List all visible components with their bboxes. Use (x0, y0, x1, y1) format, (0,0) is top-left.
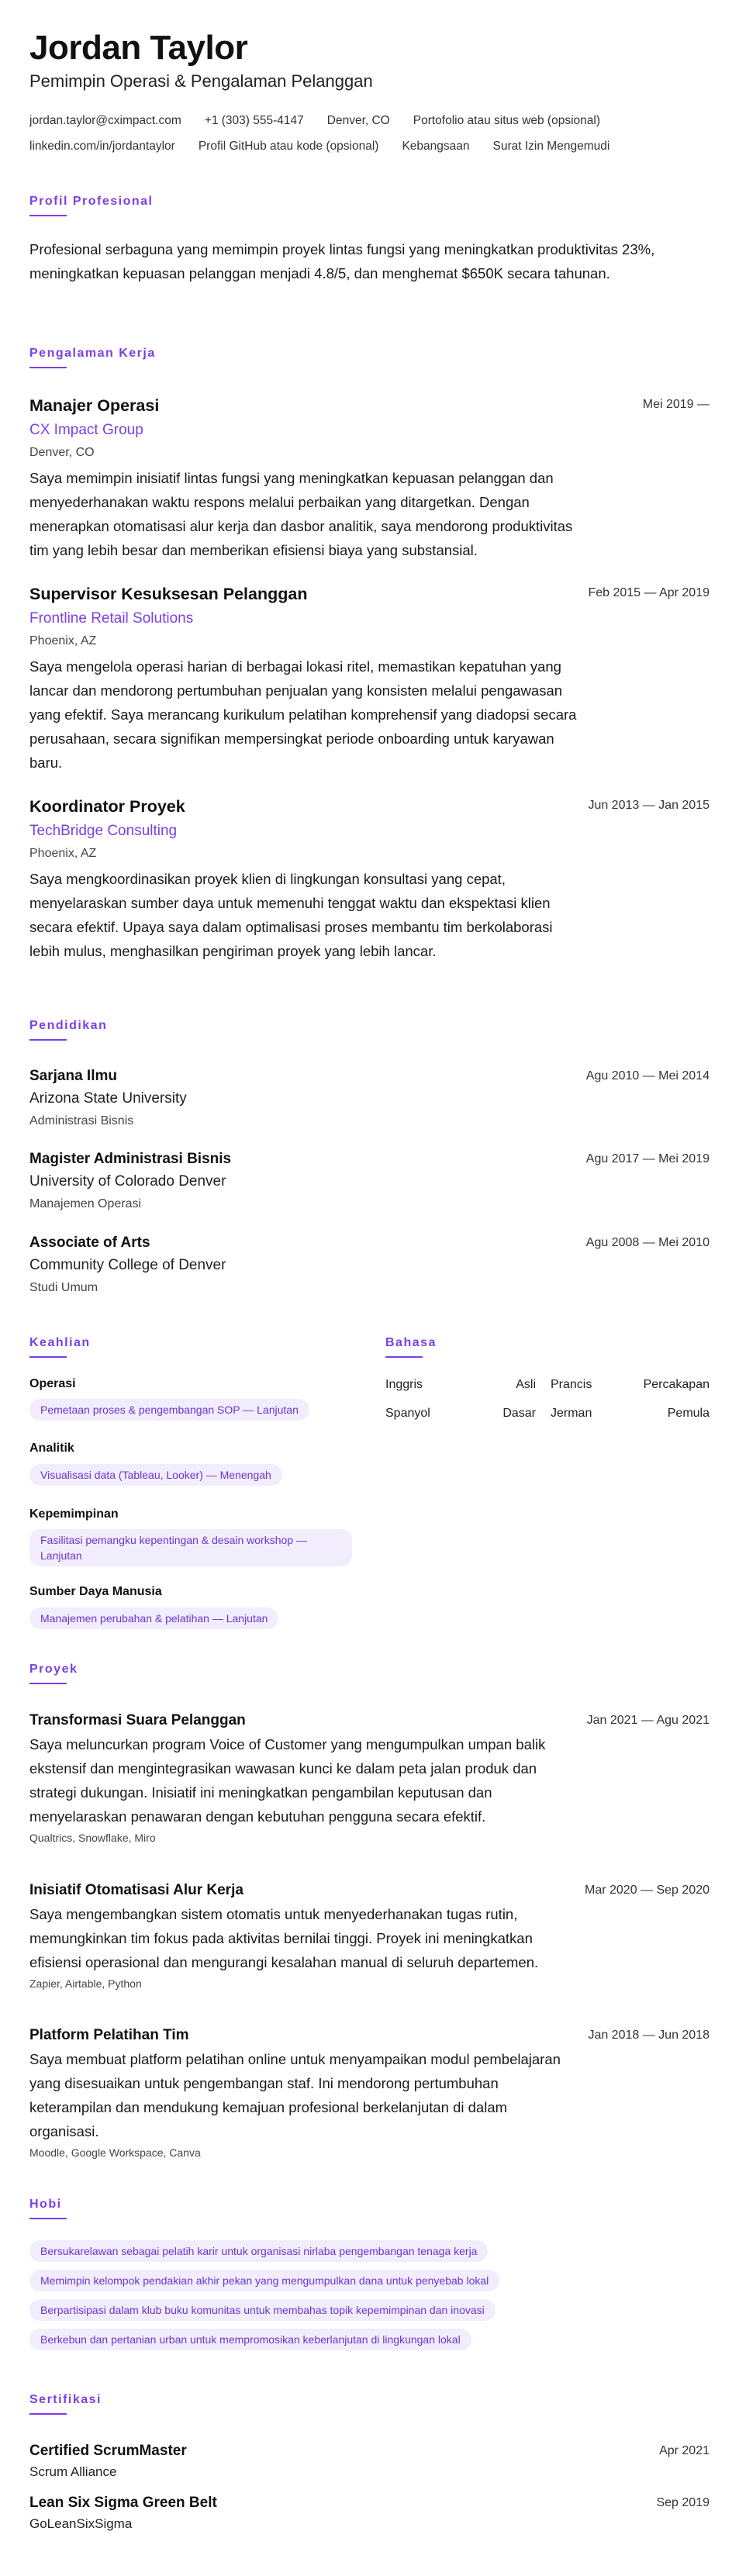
project-entry (29, 2025, 710, 2160)
skill-category: Analitik (29, 1442, 74, 1455)
job-entry (29, 796, 710, 963)
hobby-pill: Memimpin kelompok pendakian akhir pekan yang mengumpulkan dana untuk penyebab lokal (29, 2270, 499, 2291)
education-field: Administrasi Bisnis (29, 1114, 134, 1127)
hobby-pill: Berkebun dan pertanian urban untuk mempromosikan keberlanjutan di lingkungan lokal (29, 2329, 471, 2350)
education-school: Community College of Denver (29, 1257, 226, 1273)
education-dates: Agu 2010 — Mei 2014 (585, 1069, 710, 1083)
certification-issuer: Scrum Alliance (29, 2464, 117, 2479)
education-school: Arizona State University (29, 1090, 187, 1107)
candidate-name: Jordan Taylor (29, 29, 248, 67)
section-title-languages: Bahasa (385, 1336, 437, 1349)
location-text: Denver, CO (326, 114, 390, 127)
job-company: TechBridge Consulting (29, 823, 178, 839)
skill-category: Sumber Daya Manusia (29, 1585, 162, 1598)
skill-pill: Manajemen perubahan & pelatihan — Lanjutan (29, 1607, 278, 1629)
skill-pill: Pemetaan proses & pengembangan SOP — Lanjutan (29, 1399, 309, 1421)
project-description: Saya meluncurkan program Voice of Customer yang mengumpulkan umpan balik ekstensif dan mengintegrasikan wawasan kunci ke dalam peta jalan produk dan strategi dukungan. Inisiatif ini meningkatkan pengambilan keputusan dan menyelaraskan penawaran dengan kebutuhan pengguna secara efektif. (29, 1736, 546, 1825)
project-dates: Jan 2021 — Agu 2021 (586, 1714, 710, 1727)
language-proficiency: Pemula (667, 1407, 710, 1420)
certification-name: Certified ScrumMaster (29, 2443, 187, 2459)
skill-pill: Visualisasi data (Tableau, Looker) — Menengah (29, 1464, 282, 1486)
skill-category: Operasi (29, 1377, 76, 1390)
project-dates: Jan 2018 — Jun 2018 (588, 2029, 710, 2042)
linkedin-link[interactable]: linkedin.com/in/jordantaylor (29, 140, 175, 153)
section-title-skills: Keahlian (29, 1336, 91, 1349)
section-rule (29, 367, 67, 368)
job-entry (29, 395, 710, 562)
github-link[interactable]: Profil GitHub atau kode (opsional) (198, 140, 379, 153)
project-description: Saya mengembangkan sistem otomatis untuk menyederhanakan tugas rutin, memungkinkan tim fokus pada aktivitas bernilai tinggi. Proyek ini meningkatkan efisiensi operasional dan mengurangi kesalahan manual di seluruh departemen. (29, 1906, 539, 1970)
job-company: Frontline Retail Solutions (29, 610, 194, 627)
job-entry (29, 583, 710, 775)
section-rule (29, 215, 67, 216)
phone-number[interactable]: +1 (303) 555-4147 (204, 114, 304, 127)
section-title-certifications: Sertifikasi (29, 2393, 102, 2406)
job-location: Phoenix, AZ (29, 847, 97, 860)
job-dates: Feb 2015 — Apr 2019 (588, 586, 710, 599)
language-proficiency: Asli (516, 1378, 536, 1391)
project-entry (29, 1711, 710, 1846)
language-proficiency: Percakapan (643, 1378, 710, 1391)
job-description: Saya memimpin inisiatif lintas fungsi yang meningkatkan kepuasan pelanggan dan menyederhanakan waktu respons melalui perbaikan yang ditargetkan. Dengan menerapkan otomatisasi alur kerja dan dasbor analitik, saya mendorong produktivitas tim yang lebih besar dan memberikan efisiensi biaya yang substansial. (29, 470, 573, 558)
hobby-pill: Bersukarelawan sebagai pelatih karir untuk organisasi nirlaba pengembangan tenaga kerja (29, 2240, 488, 2262)
project-title: Inisiatif Otomatisasi Alur Kerja (29, 1882, 243, 1898)
skill-pill-line: Lanjutan (40, 1549, 82, 1562)
skill-category: Kepemimpinan (29, 1507, 119, 1521)
skill-pill (29, 1529, 352, 1566)
skill-pill-line: Fasilitasi pemangku kepentingan & desain workshop — (40, 1534, 307, 1546)
education-degree: Associate of Arts (29, 1234, 150, 1251)
contact-row-primary (29, 113, 623, 129)
education-school: University of Colorado Denver (29, 1173, 226, 1190)
candidate-headline: Pemimpin Operasi & Pengalaman Pelanggan (29, 71, 373, 91)
education-field: Manajemen Operasi (29, 1197, 142, 1210)
section-rule (29, 1683, 67, 1684)
section-title-education: Pendidikan (29, 1019, 108, 1032)
education-degree: Sarjana Ilmu (29, 1068, 117, 1084)
project-dates: Mar 2020 — Sep 2020 (585, 1884, 710, 1897)
project-description: Saya membuat platform pelatihan online untuk menyampaikan modul pembelajaran yang disesuaikan untuk pengembangan staf. Ini mendorong pertumbuhan keterampilan dan mendukung kemajuan profesional berkelanjutan di dalam organisasi. (29, 2051, 561, 2139)
project-tech: Moodle, Google Workspace, Canva (29, 2146, 201, 2159)
job-title: Manajer Operasi (29, 396, 160, 415)
certification-entry (29, 2441, 710, 2481)
job-dates: Jun 2013 — Jan 2015 (588, 799, 710, 812)
contact-row-secondary (29, 139, 633, 154)
education-entry (29, 1066, 710, 1130)
job-location: Denver, CO (29, 446, 95, 459)
education-field: Studi Umum (29, 1281, 98, 1294)
section-title-projects: Proyek (29, 1663, 78, 1676)
project-entry (29, 1880, 710, 1991)
certification-issuer: GoLeanSixSigma (29, 2516, 133, 2531)
job-title: Koordinator Proyek (29, 797, 185, 816)
job-dates: Mei 2019 — (642, 398, 710, 411)
portfolio-link[interactable]: Portofolio atau situs web (opsional) (413, 114, 600, 127)
project-tech: Zapier, Airtable, Python (29, 1977, 142, 1990)
project-title: Platform Pelatihan Tim (29, 2027, 189, 2043)
job-description: Saya mengelola operasi harian di berbagai lokasi ritel, memastikan kepatuhan yang lancar dan mendorong pertumbuhan penjualan yang konsisten melalui pengawasan yang efektif. Saya merancang kurikulum pelatihan komprehensif yang diadopsi secara perusahaan, secara signifikan mempersingkat periode onboarding untuk karyawan baru. (29, 658, 577, 771)
email-link[interactable]: jordan.taylor@cximpact.com (29, 114, 181, 127)
job-description: Saya mengkoordinasikan proyek klien di lingkungan konsultasi yang cepat, menyelaraskan sumber daya untuk memenuhi tenggat waktu dan ekspektasi klien secara efektif. Upaya saya dalam optimalisasi proses membantu tim berkolaborasi lebih mulus, menghasilkan pengiriman proyek yang lebih lancar. (29, 871, 553, 959)
certification-date: Sep 2019 (656, 2496, 710, 2509)
summary-text: Profesional serbaguna yang memimpin proyek lintas fungsi yang meningkatkan produktivitas 23%, meningkatkan kepuasan pelanggan menjadi 4.8/5, dan menghemat $650K secara tahunan. (29, 241, 655, 281)
section-rule (385, 1356, 423, 1358)
section-rule (29, 2218, 67, 2219)
language-name: Prancis (551, 1378, 592, 1391)
education-dates: Agu 2008 — Mei 2010 (585, 1236, 710, 1249)
job-location: Phoenix, AZ (29, 634, 97, 647)
education-entry (29, 1233, 710, 1297)
project-title: Transformasi Suara Pelanggan (29, 1712, 246, 1728)
language-proficiency: Dasar (502, 1407, 536, 1420)
education-entry (29, 1149, 710, 1213)
section-title-experience: Pengalaman Kerja (29, 347, 156, 360)
section-title-hobbies: Hobi (29, 2198, 62, 2211)
certification-name: Lean Six Sigma Green Belt (29, 2495, 217, 2511)
section-title-summary: Profil Profesional (29, 195, 154, 208)
drivers-license-text: Surat Izin Mengemudi (492, 140, 610, 153)
certification-entry (29, 2493, 710, 2533)
education-dates: Agu 2017 — Mei 2019 (585, 1152, 710, 1165)
certification-date: Apr 2021 (659, 2444, 710, 2457)
nationality-text: Kebangsaan (402, 140, 470, 153)
section-rule (29, 2413, 67, 2415)
job-company: CX Impact Group (29, 422, 143, 438)
language-name: Jerman (551, 1407, 592, 1420)
language-name: Inggris (385, 1378, 423, 1391)
project-tech: Qualtrics, Snowflake, Miro (29, 1832, 156, 1844)
section-rule (29, 1039, 67, 1041)
job-title: Supervisor Kesuksesan Pelanggan (29, 585, 308, 603)
hobby-pill: Berpartisipasi dalam klub buku komunitas untuk membahas topik kepemimpinan dan inovasi (29, 2299, 496, 2321)
language-name: Spanyol (385, 1407, 430, 1420)
section-rule (29, 1356, 67, 1358)
education-degree: Magister Administrasi Bisnis (29, 1151, 232, 1167)
